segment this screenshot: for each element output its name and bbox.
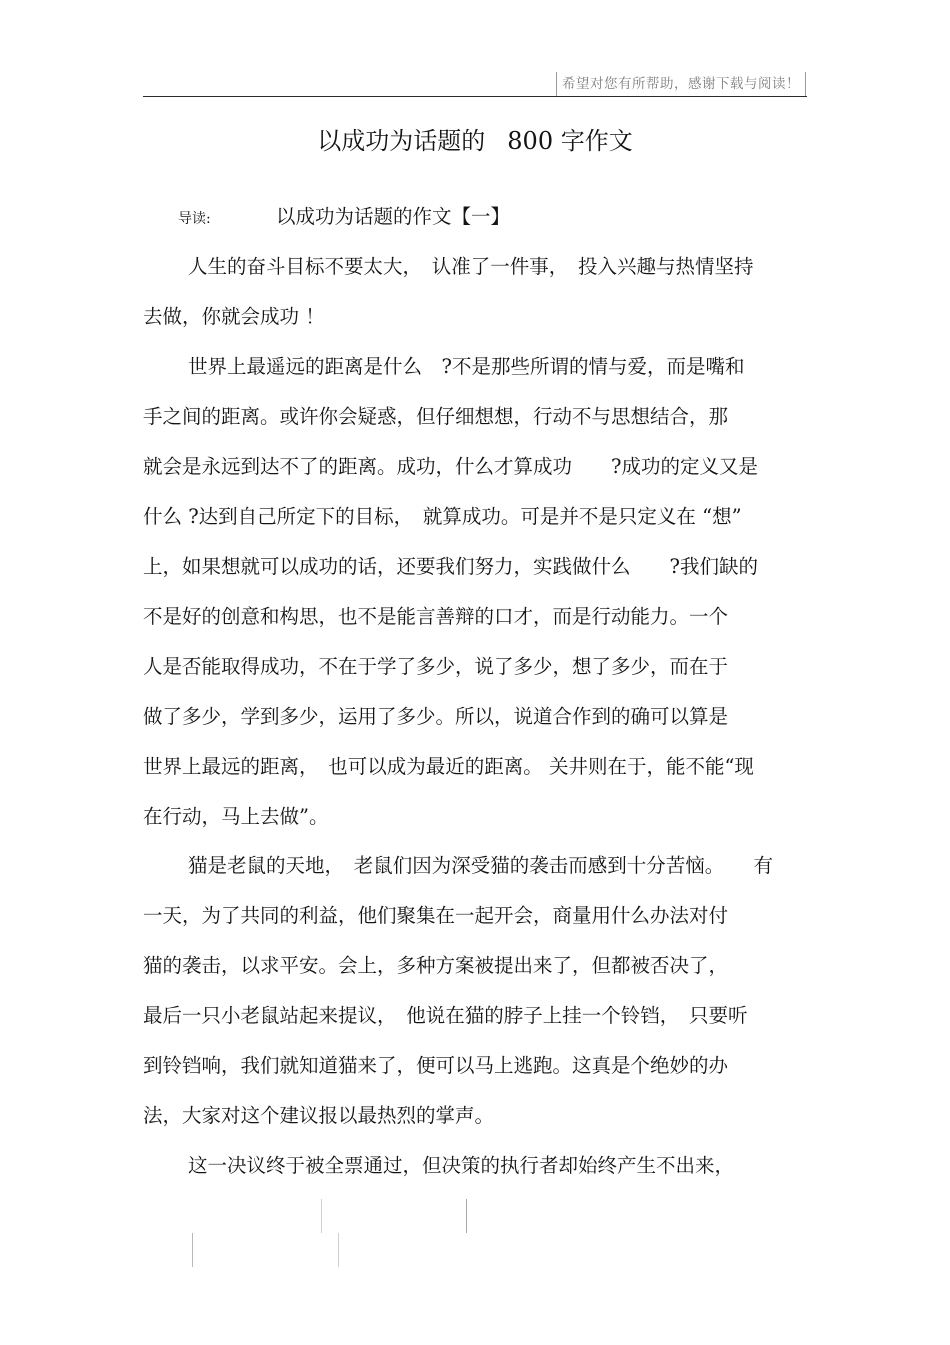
title-part-2: 800 字作文 bbox=[507, 127, 633, 155]
text-line: 世界上最远的距离， 也可以成为最近的距离。 关井则在于，能不能“现 bbox=[143, 755, 754, 778]
guide-text: 以成功为话题的作文【一】 bbox=[276, 205, 511, 228]
text-line: 就会是永远到达不了的距离。成功，什么才算成功 ?成功的定义又是 bbox=[143, 455, 758, 478]
text-line: 法，大家对这个建议报以最热烈的掌声。 bbox=[143, 1104, 495, 1127]
page-title bbox=[0, 121, 950, 161]
text-line: 猫的袭击，以求平安。会上，多种方案被提出来了，但都被否决了， bbox=[143, 954, 729, 977]
scan-mark bbox=[192, 1233, 193, 1267]
text-line: 世界上最遥远的距离是什么 ?不是那些所谓的情与爱，而是嘴和 bbox=[188, 355, 745, 378]
title-part-1: 以成功为话题的 bbox=[317, 127, 486, 155]
text-line: 上，如果想就可以成功的话，还要我们努力，实践做什么 ?我们缺的 bbox=[143, 555, 758, 578]
scan-mark bbox=[338, 1233, 339, 1267]
text-line: 去做，你就会成功 ！ bbox=[143, 305, 325, 328]
text-line: 一天，为了共同的利益，他们聚集在一起开会，商量用什么办法对付 bbox=[143, 904, 729, 927]
text-line: 做了多少，学到多少，运用了多少。所以，说道合作到的确可以算是 bbox=[143, 705, 729, 728]
guide-line bbox=[178, 200, 510, 234]
text-line: 不是好的创意和构思，也不是能言善辩的口才，而是行动能力。一个 bbox=[143, 605, 729, 628]
text-line: 手之间的距离。或许你会疑惑，但仔细想想，行动不与思想结合，那 bbox=[143, 405, 729, 428]
text-line: 最后一只小老鼠站起来提议， 他说在猫的脖子上挂一个铃铛， 只要听 bbox=[143, 1004, 748, 1027]
text-line: 在行动，马上去做”。 bbox=[143, 805, 329, 828]
text-line: 到铃铛响，我们就知道猫来了，便可以马上逃跑。这真是个绝妙的办 bbox=[143, 1054, 729, 1077]
header-note: 希望对您有所帮助，感谢下载与阅读！ bbox=[556, 72, 806, 96]
text-line: 猫是老鼠的天地， 老鼠们因为深受猫的袭击而感到十分苦恼。 有 bbox=[188, 854, 774, 877]
scan-mark bbox=[466, 1199, 467, 1233]
text-line: 什么 ?达到自己所定下的目标， 就算成功。可是并不是只定义在 “想” bbox=[143, 505, 742, 528]
header-divider bbox=[143, 96, 807, 97]
scan-mark bbox=[321, 1199, 322, 1233]
text-line: 这一决议终于被全票通过，但决策的执行者却始终产生不出来， bbox=[188, 1154, 735, 1177]
text-line: 人生的奋斗目标不要太大， 认准了一件事， 投入兴趣与热情坚持 bbox=[188, 255, 754, 278]
text-line: 人是否能取得成功，不在于学了多少，说了多少，想了多少，而在于 bbox=[143, 655, 729, 678]
guide-label: 导读: bbox=[178, 211, 211, 227]
